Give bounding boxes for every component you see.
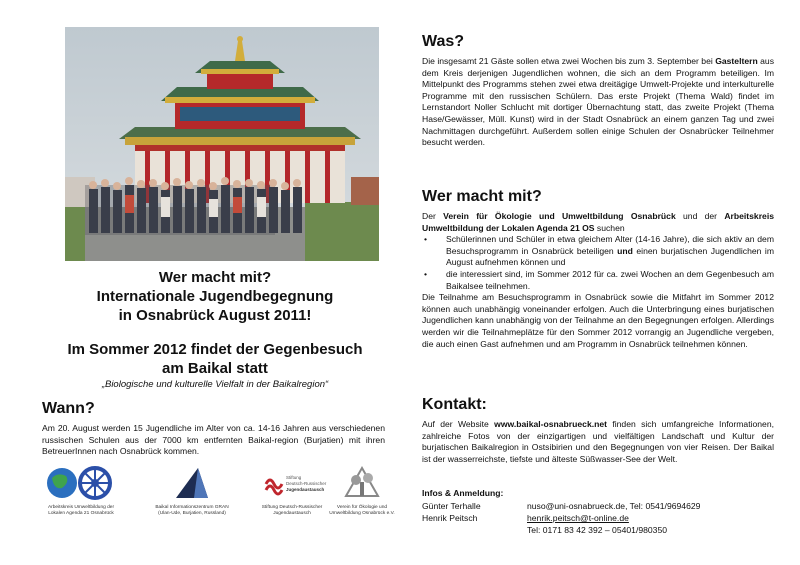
logo-caption-verein: Verein für Ökologie und Umweltbildung Osnabrück e.V. <box>329 505 395 516</box>
wer-bullet-1-part-1: Schülerinnen und Schüler in etwa gleichem Alter (14-16 Jahre), die sich aktiv an dem Besuchsprogramm in Osnabrück beteiligen <box>446 234 774 256</box>
wer-bullet-2-text: die interessiert sind, im Sommer 2012 für ca. zwei Wochen an dem Gegenbesuch am Baikalsee teilnehmen. <box>446 268 774 291</box>
wer-intro-mid: und der <box>675 211 725 221</box>
person-2-name: Henrik Peitsch <box>422 513 478 523</box>
logo-verein <box>326 466 398 517</box>
was-text-bold: Gasteltern <box>715 56 758 66</box>
headline-line-3: in Osnabrück August 2011! <box>118 307 312 324</box>
was-text <box>422 56 774 149</box>
person-2-phone: Tel: 0171 83 42 392 – 05401/980350 <box>527 525 668 535</box>
logo-caption-stiftung: Stiftung Deutsch-Russischer Jugendaustausch <box>261 505 323 516</box>
wer-bullet-1-bold: und <box>617 245 633 256</box>
person-1-contact[interactable]: nuso@uni-osnabrueck.de, Tel: 0541/9694629 <box>527 501 701 511</box>
kontakt-text-part-2: finden sich umfangreiche Informationen, zahlreiche Fotos von der einzigartigen und vielfältigen Landschaft und Kultur der burjatischen Baikalregion in Ostsibirien und den Begegnungen von vier Reisen. Der Baikal ist der wasserreichste, tiefste und älteste Süßwasser-See der Welt. <box>422 419 774 464</box>
tree-logo-icon <box>342 466 382 500</box>
temple-group-photo-icon <box>65 27 379 261</box>
was-text-part-2: aus dem Kreis derjenigen Jugendlichen wohnen, die sich an dem Programm beteiligen. Im Mittelpunkt des Programms stehen zwei etwa dreitägige Umwelt-Projekte und interkulturelle Programme mit den russischen Schülern. Das erste Projekt (Thema Wald) findet im Lernstandort Noller Schlucht mit dortiger Übernachtung statt, das zweite Projekt (Thema Hase/Gewässer, Müll. Kunst) wird in der Stadt Osnabrück an einem ganzen Tag und zwei Nachmittagen durchgeführt. Außerdem sollen einige Schulen der Osnabrücker Teilnehmer besucht werden. <box>422 56 774 148</box>
subline: „Biologische und kulturelle Vielfalt in der Baikalregion“ <box>101 379 329 390</box>
main-headline <box>40 268 390 325</box>
wann-text: Am 20. August werden 15 Jugendliche im Alter von ca. 14-16 Jahren aus verschiedenen russischen Schulen aus der 7000 km entfernten Baikal-region (Burjatien) mit ihren BetreuerInnen nach Osnabrück kommen. <box>42 423 385 457</box>
foundation-logo-icon <box>262 466 327 500</box>
second-headline <box>40 340 390 378</box>
wer-title: Wer macht mit? <box>422 188 542 205</box>
logo-caption-agenda21: Arbeitskreis Umweltbildung der Lokalen Agenda 21 Osnabrück <box>47 505 115 516</box>
wer-intro-post: suchen <box>594 222 625 233</box>
person-1-name: Günter Terhalle <box>422 501 481 511</box>
svg-text:Jugendaustausch: Jugendaustausch <box>286 487 325 492</box>
was-title: Was? <box>422 33 465 50</box>
wer-bullet-1 <box>422 234 774 269</box>
website-link[interactable]: www.baikal-osnabrueck.net <box>494 419 608 429</box>
wer-text <box>422 211 774 350</box>
wer-intro-pre: Der <box>422 211 444 221</box>
headline-line-2: Internationale Jugendbegegnung <box>96 288 334 305</box>
wer-intro <box>422 211 774 234</box>
wer-bullet-list <box>422 234 774 292</box>
wer-bullet-1-part-2: einen burjatischen Jugendlichen im August aufnehmen können und <box>446 245 774 268</box>
logo-stiftung <box>252 466 332 517</box>
bullet-icon: • <box>424 268 428 279</box>
globe-wheel-logo-icon <box>40 466 122 500</box>
group-photo <box>65 27 379 261</box>
kontakt-title: Kontakt: <box>422 396 487 413</box>
wann-title: Wann? <box>42 400 95 417</box>
logo-gran <box>152 466 232 517</box>
headline2-line-2: am Baikal statt <box>162 360 268 377</box>
headline2-line-1: Im Sommer 2012 findet der Gegenbesuch <box>67 341 363 358</box>
svg-text:Stiftung: Stiftung <box>286 475 302 480</box>
was-text-part-1: Die insgesamt 21 Gäste sollen etwa zwei Wochen bis zum 3. September bei <box>422 56 716 66</box>
logo-caption-gran: Baikal Informationszentrum GRAN (Ulan-Ude, Burjatien, Russland) <box>155 505 229 516</box>
kontakt-text <box>422 419 774 465</box>
triangle-logo-icon <box>172 466 212 500</box>
kontakt-text-part-1: Auf der Website <box>422 419 495 429</box>
infos-title: Infos & Anmeldung: <box>422 488 504 498</box>
wer-paragraph-2: Die Teilnahme am Besuchsprogramm in Osnabrück sowie die Mitfahrt im Sommer 2012 können auch unabhängig voneinander erfolgen. Auch die Unterbringung eines burjatischen Jugendlichen kann unabhängig von der Teilnahme an den Begegnungen erfolgen. Allerdings werden wir die Teilnahmeplätze für den Sommer 2012 vorrangig an Jugendliche vergeben, die auch einen Gast aufnehmen und am Programm in Osnabrück teilnehmen können. <box>422 292 774 349</box>
wer-bullet-2 <box>422 269 774 292</box>
bullet-icon: • <box>424 234 428 245</box>
wer-intro-bold-1: Verein für Ökologie und Umweltbildung Osnabrück <box>443 211 676 221</box>
headline-line-1: Wer macht mit? <box>158 269 272 286</box>
person-2-email[interactable]: henrik.peitsch@t-online.de <box>527 513 629 523</box>
wer-intro-bold-2: Arbeitskreis Umweltbildung der Lokalen Agenda 21 OS <box>422 211 774 233</box>
svg-text:Deutsch-Russischer: Deutsch-Russischer <box>286 481 327 486</box>
logo-agenda21 <box>40 466 122 517</box>
